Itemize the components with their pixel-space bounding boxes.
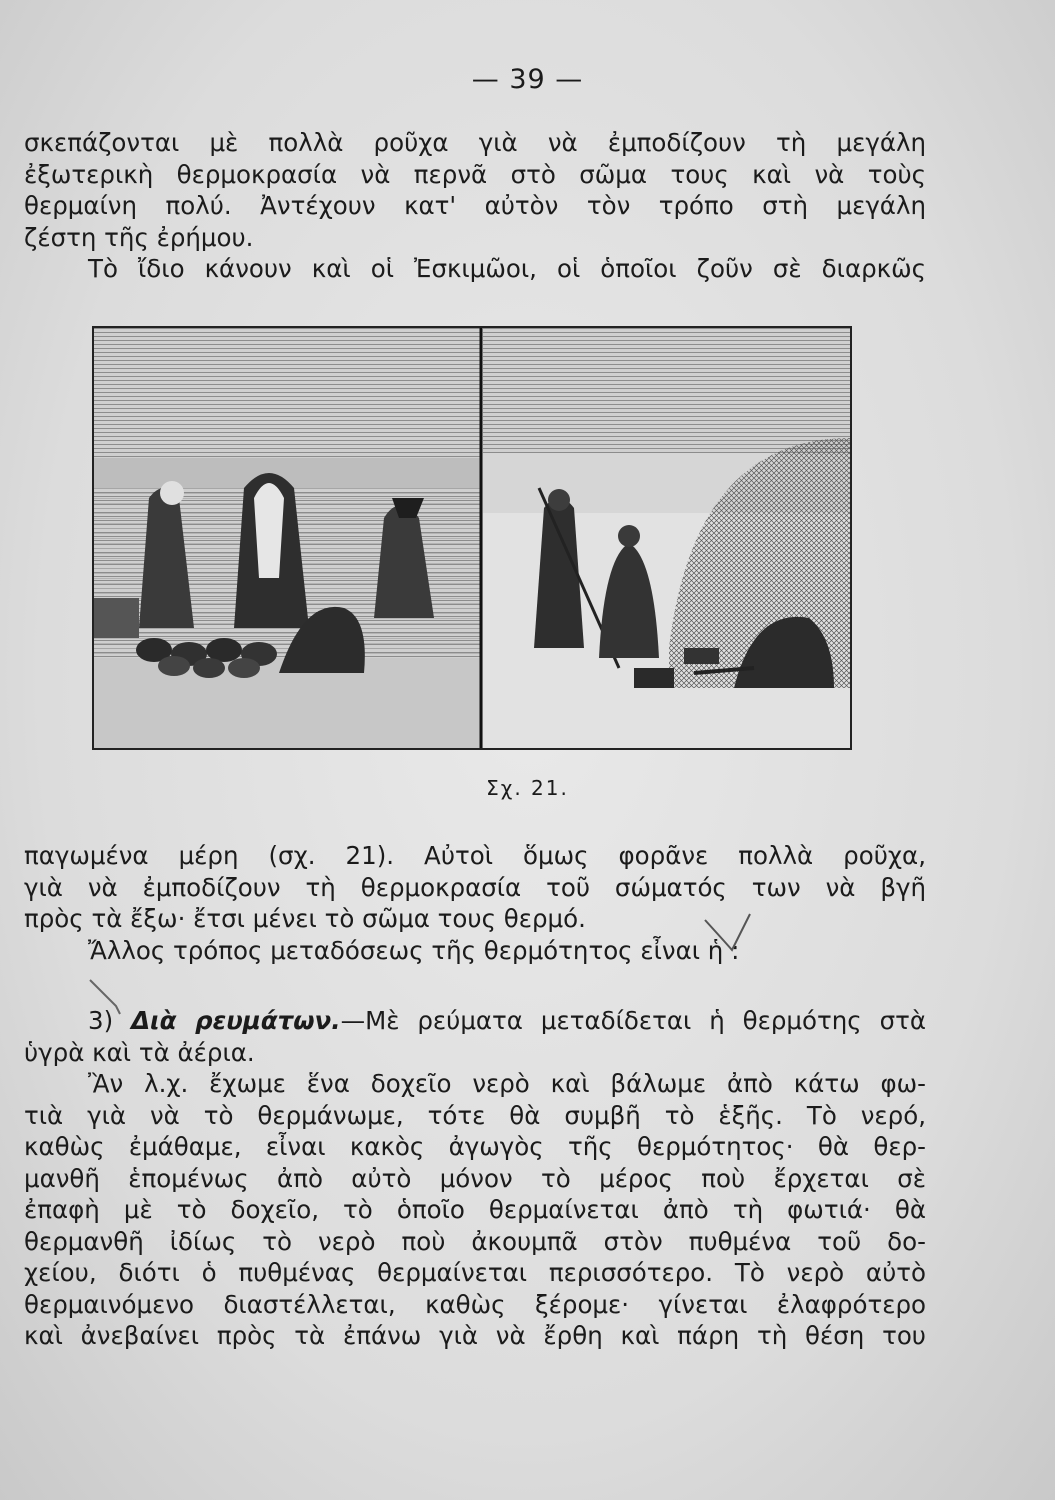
text-line: θερμανθῆ ἰδίως τὸ νερὸ ποὺ ἀκουμπᾶ στὸν πυθμένα τοῦ δο- [24,1226,926,1256]
text-line: καθὼς ἐμάθαμε, εἶναι κακὸς ἀγωγὸς τῆς θερμότητος· θὰ θερ- [24,1132,926,1161]
text-line: μανθῆ ἑπομένως ἀπὸ αὐτὸ μόνον τὸ μέρος ποὺ ἔρχεται σὲ [24,1163,926,1193]
text-line: πρὸς τὰ ἔξω· ἔτσι μένει τὸ σῶμα τους θερμό. [24,904,586,933]
text-line: παγωμένα μέρη (σχ. 21). Αὐτοὶ ὅμως φορᾶνε πολλὰ ροῦχα, [24,841,926,870]
section-text: —Μὲ ρεύματα μεταδίδεται ἡ θερμότης στὰ [340,1006,926,1035]
text-line: χείου, διότι ὁ πυθμένας θερμαίνεται περισσότερο. Τὸ νερὸ αὐτὸ [24,1258,926,1287]
text-line: καὶ ἀνεβαίνει πρὸς τὰ ἐπάνω γιὰ νὰ ἔρθη καὶ πάρη τὴ θέση του [24,1321,926,1350]
desert-scene [94,328,480,748]
text-line: σκεπάζονται μὲ πολλὰ ροῦχα γιὰ νὰ ἐμποδίζουν τὴ μεγάλη [24,128,926,157]
text-line: τιὰ γιὰ νὰ τὸ θερμάνωμε, τότε θὰ συμβῆ τὸ ἑξῆς. Τὸ νερό, [24,1100,926,1130]
text-line: ζέστη τῆς ἐρήμου. [24,222,254,252]
text-line: Ἂν λ.χ. ἔχωμε ἕνα δοχεῖο νερὸ καὶ βάλωμε ἀπὸ κάτω φω- [88,1069,926,1098]
text-line: θερμαινόμενο διαστέλλεται, καθὼς ξέρομε· γίνεται ἐλαφρότερο [24,1289,926,1319]
section-convection [24,1005,926,1352]
figure-caption: Σχ. 21. [486,776,569,800]
section-title: Διὰ ρευμάτων. [131,1006,341,1035]
handwritten-check-mark [700,912,760,952]
text-line: θερμαίνη πολύ. Ἀντέχουν κατ' αὐτὸν τὸν τρόπο στὴ μεγάλη [24,191,926,220]
text-line: ἐπαφὴ μὲ τὸ δοχεῖο, τὸ ὁποῖο θερμαίνεται ἀπὸ τὴ φωτιά· θὰ [24,1195,926,1224]
paragraph-eskimos-clothing [24,840,926,966]
figure-21-illustration [92,326,852,750]
text-line: γιὰ νὰ ἐμποδίζουν τὴ θερμοκρασία τοῦ σώματός των νὰ βγῆ [24,872,926,902]
paragraph-heat-transfer-intro: Ἄλλος τρόπος μεταδόσεως τῆς θερμότητος εἶναι ἡ : [88,935,740,965]
arctic-scene [483,328,850,748]
text-line: ὑγρὰ καὶ τὰ ἀέρια. [24,1037,255,1067]
text-line: ἐξωτερικὴ θερμοκρασία νὰ περνᾶ στὸ σῶμα τους καὶ νὰ τοὺς [24,159,926,189]
page-number: — 39 — [471,64,584,95]
engraving-image [94,328,850,748]
section-heading-line [24,1005,926,1037]
paragraph-eskimos-intro: Τὸ ἴδιο κάνουν καὶ οἱ Ἐσκιμῶοι, οἱ ὁποῖοι ζοῦν σὲ διαρκῶς [88,254,926,283]
paragraph-desert-clothing [24,127,926,285]
section-number: 3) [88,1006,114,1035]
